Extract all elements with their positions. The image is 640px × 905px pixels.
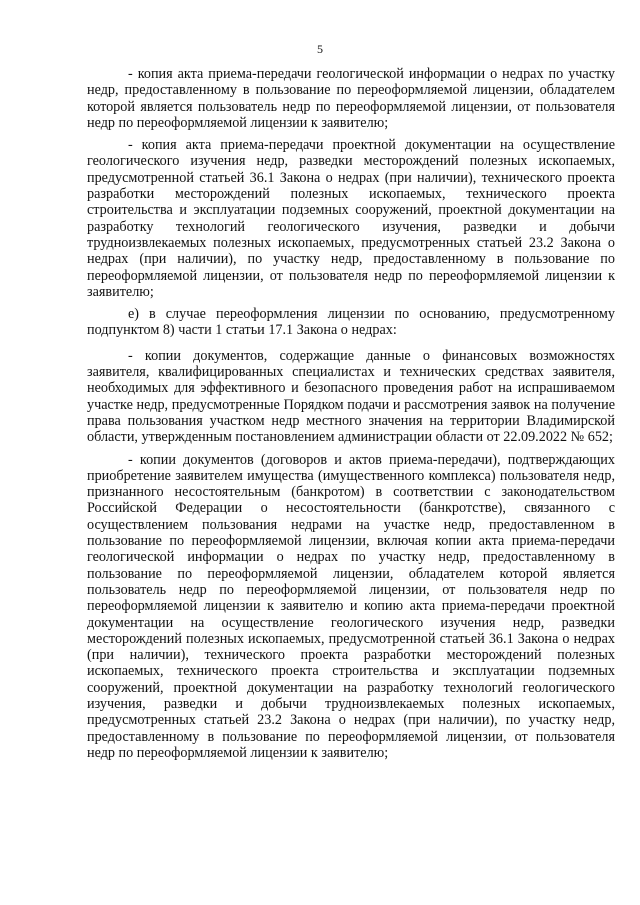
page-number: 5: [317, 42, 323, 56]
paragraph-subitem-e: е) в случае переоформления лицензии по основанию, предусмотренному подпунктом 8) части 1 статьи 17.1 Закона о недрах:: [87, 306, 615, 339]
paragraph-bankruptcy-property-documents: - копии документов (договоров и актов приема-передачи), подтверждающих приобретение заявителем имущества (имущественного комплекса) пользователя недр, признанного несостоятельным (банкротом) в соответствии с законодательством Российской Федерации о несостоятельности (банкротстве), связанного с осуществлением пользования недрами на участке недр, предоставленном в пользование по переоформляемой лицензии, включая копии акта приема-передачи геологической информации о недрах по участку недр, предоставленному в пользование по переоформляемой лицензии, обладателем которой является пользователь недр по переоформляемой лицензии, от пользователя недр по переоформляемой лицензии к заявителю и копию акта приема-передачи проектной документации на осуществление геологического изучения недр, разведки месторождений полезных ископаемых, предусмотренной статьей 36.1 Закона о недрах (при наличии), технического проекта разработки месторождений полезных ископаемых, технического проекта строительства и эксплуатации подземных сооружений, проектной документации на разработку технологий геологического изучения, разведки и добычи трудноизвлекаемых полезных ископаемых, предусмотренных статьей 23.2 Закона о недрах (при наличии), по участку недр, предоставленному в пользование по переоформляемой лицензии, от пользователя недр по переоформляемой лицензии к заявителю;: [87, 451, 615, 761]
document-body: [87, 66, 615, 767]
paragraph-geological-info-act: - копия акта приема-передачи геологической информации о недрах по участку недр, предоставленному в пользование по переоформляемой лицензии, обладателем которой является пользователь недр по переоформляемой лицензии, от пользователя недр по переоформляемой лицензии к заявителю;: [87, 66, 615, 131]
paragraph-project-documentation-act: - копия акта приема-передачи проектной документации на осуществление геологического изучения недр, разведки месторождений полезных ископаемых, предусмотренной статьей 36.1 Закона о недрах (при наличии), технического проекта разработки месторождений полезных ископаемых, технического проекта строительства и эксплуатации подземных сооружений, проектной документации на разработку технологий геологического изучения, разведки и добычи трудноизвлекаемых полезных ископаемых, предусмотренных статьей 23.2 Закона о недрах (при наличии), по участку недр, предоставленному в пользование по переоформляемой лицензии, от пользователя недр по переоформляемой лицензии к заявителю;: [87, 137, 615, 300]
paragraph-financial-documents: - копии документов, содержащие данные о финансовых возможностях заявителя, квалифицированных специалистах и технических средствах заявителя, необходимых для эффективного и безопасного проведения работ на испрашиваемом участке недр, предусмотренные Порядком подачи и рассмотрения заявок на получение права пользования участком недр местного значения на территории Владимирской области, утвержденным постановлением администрации области от 22.09.2022 № 652;: [87, 347, 615, 446]
